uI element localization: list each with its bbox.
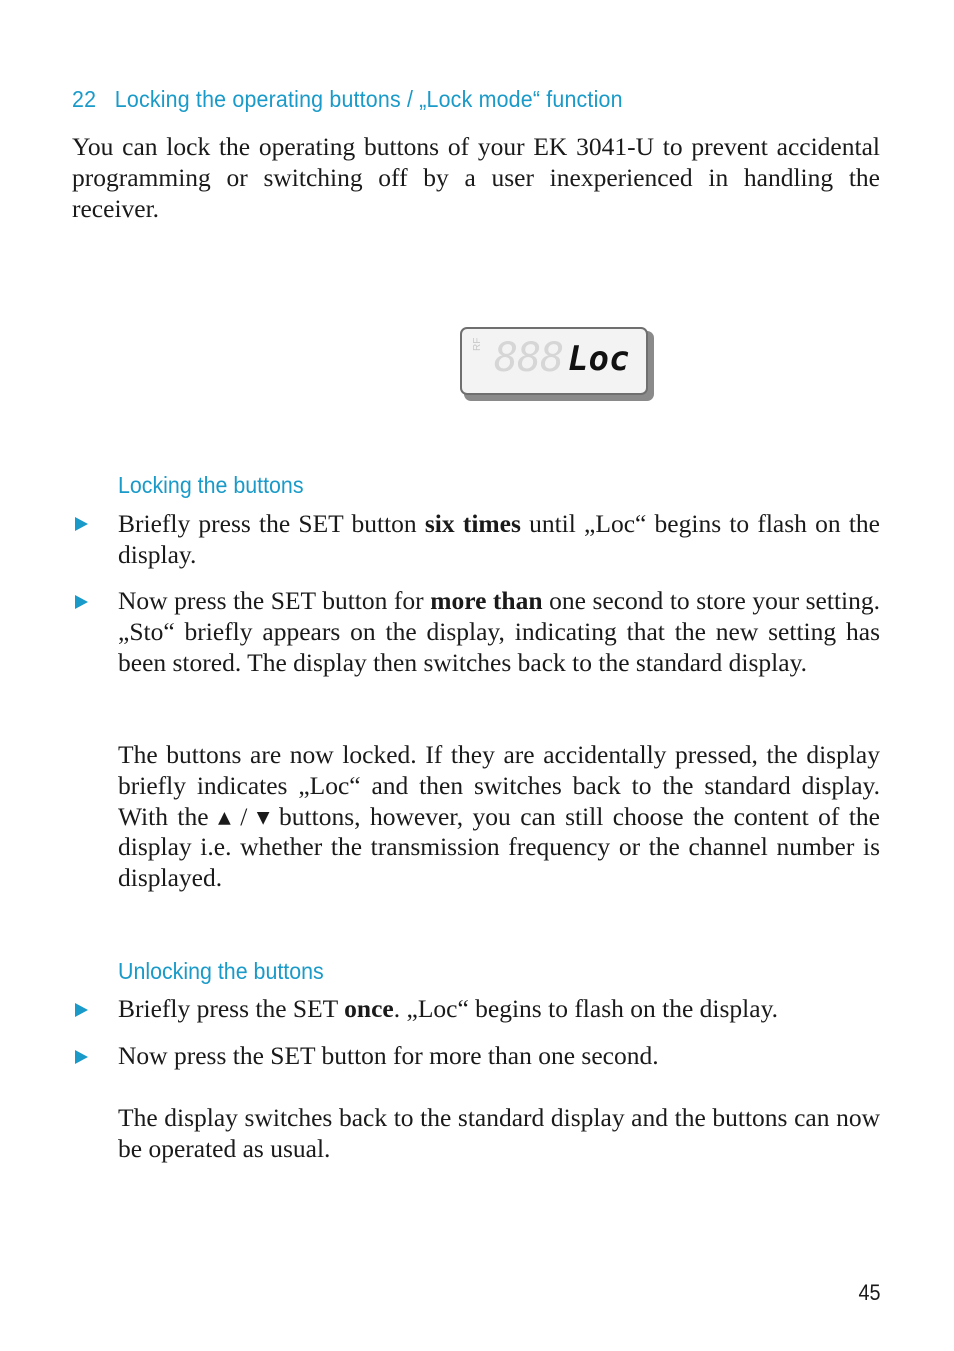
unlocking-step-2: Now press the SET button for more than one second.	[118, 1041, 659, 1070]
locking-step-1-post: until „Loc“ begins to flash on the display.	[118, 509, 880, 569]
lcd-rf-label: RF	[472, 337, 483, 351]
intro-paragraph: You can lock the operating buttons of your EK 3041-U to prevent accidental programming or switching off by a user inexperienced in handling the receiver.	[72, 132, 880, 223]
page-number: 45	[857, 1280, 880, 1305]
lcd-ghost-digits: 888	[494, 335, 564, 381]
locking-step-2-pre: Now press the SET button for	[118, 586, 431, 615]
lcd-loc-text: Loc	[568, 339, 630, 379]
locking-step-1-pre: Briefly press the SET button	[118, 509, 425, 538]
locking-step-1-bold: six times	[424, 509, 521, 538]
unlocking-step-1	[118, 994, 880, 1025]
locking-subheading: Locking the buttons	[118, 472, 304, 498]
unlocking-note: The display switches back to the standard display and the buttons can now be operated as usual.	[118, 1103, 880, 1163]
lcd-display-illustration	[460, 327, 656, 403]
lcd-screen	[460, 327, 648, 395]
section-title: Locking the operating buttons / „Lock mode“ function	[114, 86, 623, 112]
bullet-arrow-icon	[75, 595, 88, 609]
unlocking-step-1-bold: once	[344, 994, 394, 1023]
section-number: 22	[72, 86, 97, 112]
bullet-arrow-icon	[75, 1003, 88, 1017]
bullet-arrow-icon	[75, 517, 88, 531]
unlocking-step-1-pre: Briefly press the SET	[118, 994, 345, 1023]
locking-step-1	[118, 509, 880, 571]
locking-note: The buttons are now locked. If they are accidentally pressed, the display briefly indicates „Loc“ and then switches back to the standard display. With the ▴ / ▾ buttons, however, you can still choose the content of the display i.e. whether the transmission frequency or the channel number is displayed.	[118, 740, 880, 893]
locking-step-2-post: one second to store your setting. „Sto“ briefly appears on the display, indicating that the new setting has been stored. The display then switches back to the standard display.	[118, 586, 880, 677]
unlocking-step-1-post: . „Loc“ begins to flash on the display.	[393, 994, 779, 1023]
section-heading	[72, 86, 623, 113]
bullet-arrow-icon	[75, 1050, 88, 1064]
locking-step-2	[118, 586, 880, 678]
unlocking-subheading: Unlocking the buttons	[118, 958, 324, 984]
locking-step-2-bold: more than	[430, 586, 543, 615]
